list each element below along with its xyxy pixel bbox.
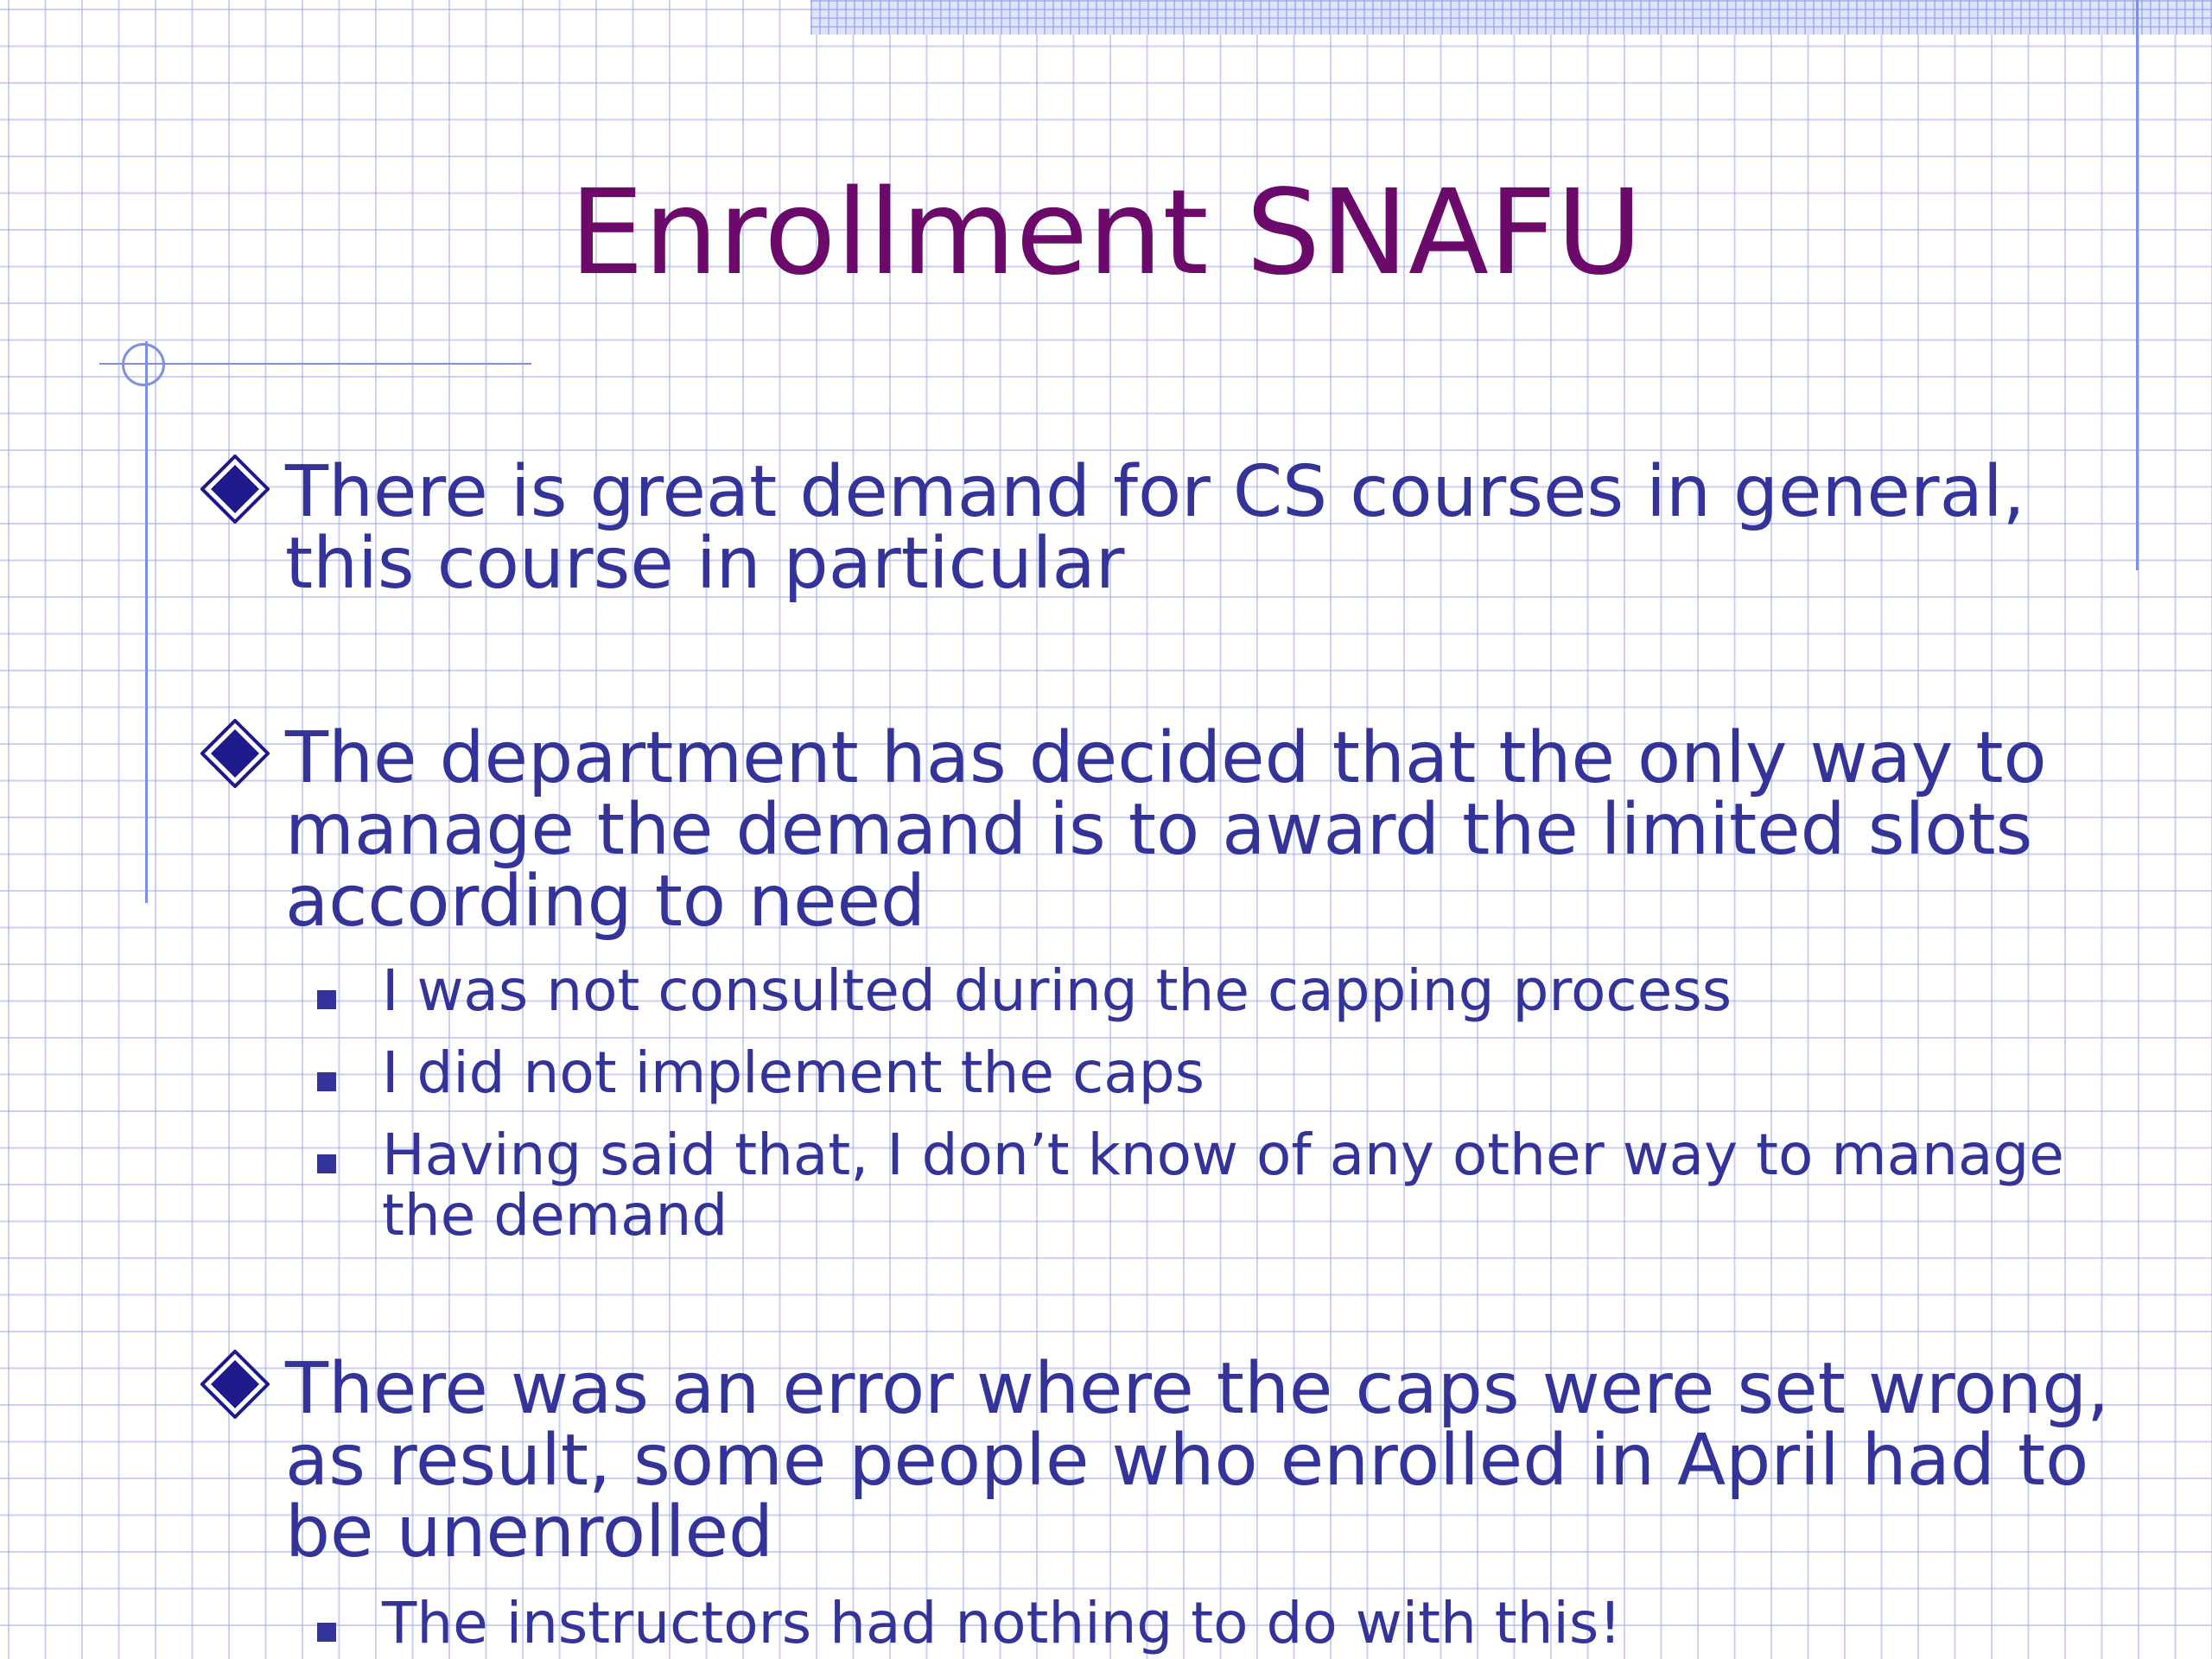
diamond-bullet-icon (200, 719, 270, 788)
sub-bullet-text: I did not implement the caps (382, 1039, 1205, 1106)
top-decorative-band (810, 0, 2212, 35)
bullet-text: The department has decided that the only way to manage the demand is to award the limited slots according to need (285, 717, 2047, 943)
sub-bullet-text: Having said that, I don’t know of any other way to manage the demand (382, 1122, 2064, 1249)
slide-title: Enrollment SNAFU (569, 165, 1643, 302)
square-bullet-icon (317, 1154, 336, 1173)
decorative-circle (122, 343, 165, 386)
square-bullet-icon (317, 1072, 336, 1091)
diamond-bullet-icon (200, 1350, 270, 1419)
square-bullet-icon (317, 990, 336, 1009)
bullet-text: There is great demand for CS courses in general, this course in particular (285, 451, 2025, 605)
left-decorative-rule (145, 341, 148, 903)
square-bullet-icon (317, 1623, 336, 1642)
sub-bullet-text: I was not consulted during the capping process (382, 957, 1732, 1024)
sub-bullet-text: The instructors had nothing to do with this! (382, 1590, 1622, 1656)
bullet-text: There was an error where the caps were set wrong, as result, some people who enrolled in April had to be unenrolled (285, 1348, 2110, 1573)
diamond-bullet-icon (200, 454, 270, 524)
